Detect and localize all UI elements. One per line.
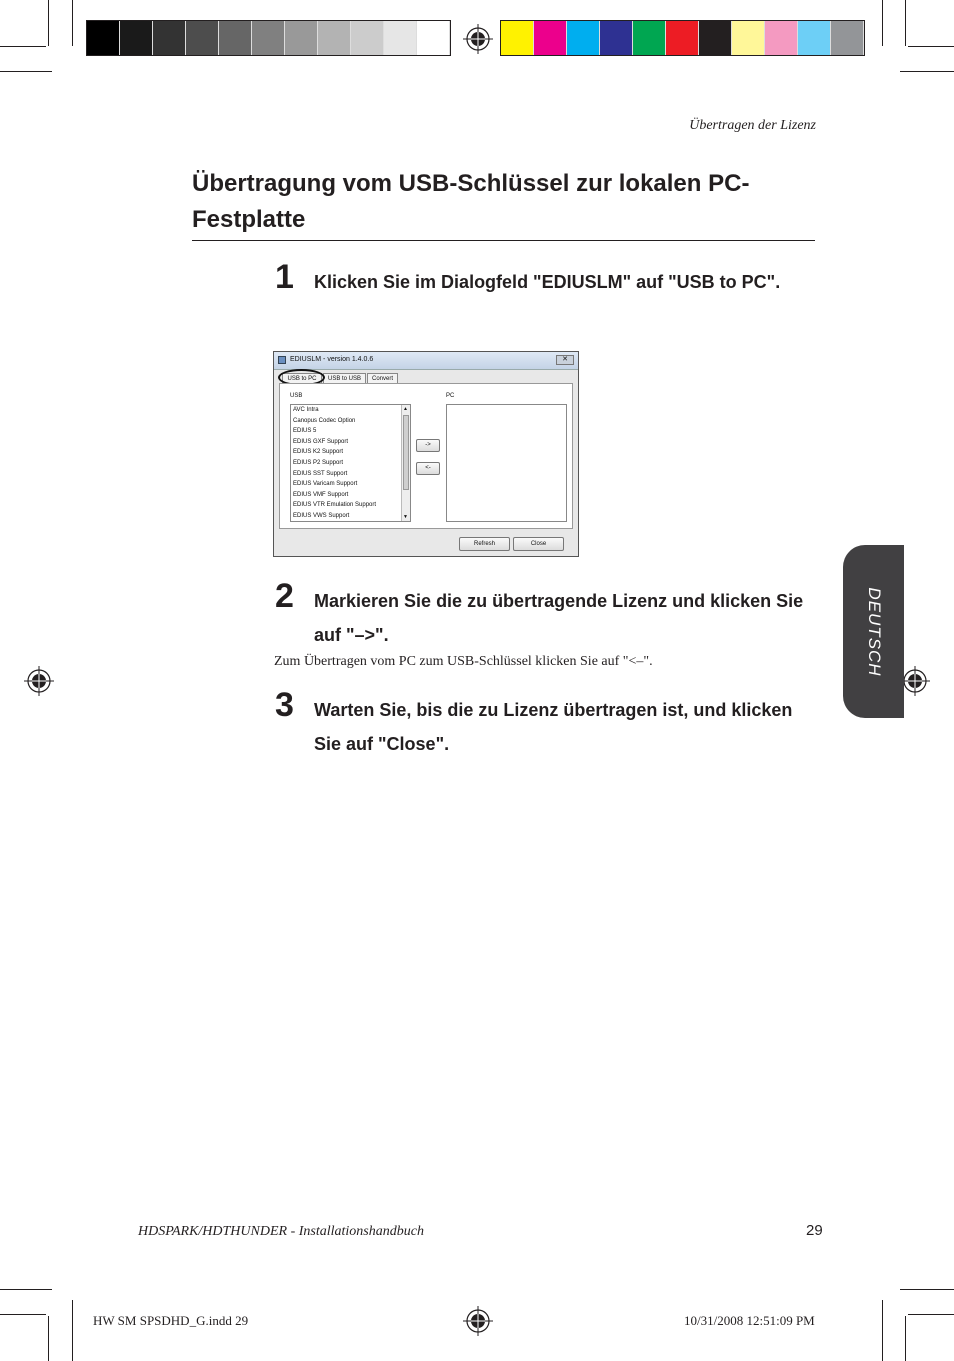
color-swatch	[765, 21, 798, 55]
list-item[interactable]: EDIUS 5	[293, 428, 317, 435]
list-item[interactable]: Canopus Codec Option	[293, 417, 356, 424]
list-item[interactable]: EDIUS Varicam Support	[293, 481, 358, 488]
scroll-up-icon[interactable]: ▲	[403, 406, 408, 412]
section-title: Übertragung vom USB-Schlüssel zur lokalen PC-Festplatte	[192, 166, 815, 241]
list-item[interactable]: EDIUS P2 Support	[293, 459, 344, 466]
ediuslm-dialog-screenshot	[273, 351, 579, 557]
crop-mark	[0, 46, 46, 47]
slug-date: 10/31/2008 12:51:09 PM	[684, 1313, 815, 1328]
step-text: Markieren Sie die zu übertragende Lizenz und klicken Sie auf "–>".	[314, 591, 804, 645]
color-swatch	[120, 21, 153, 55]
footer-book-title: HDSPARK/HDTHUNDER - Installationshandbuch	[138, 1224, 424, 1239]
color-swatch	[732, 21, 765, 55]
step-text: Warten Sie, bis die zu Lizenz übertragen ist, und klicken Sie auf "Close".	[314, 700, 793, 754]
color-swatch	[699, 21, 732, 55]
pc-license-list[interactable]	[446, 404, 567, 522]
dialog-title: EDIUSLM - version 1.4.0.6	[290, 356, 374, 363]
tab-convert[interactable]: Convert	[367, 373, 398, 383]
color-swatch	[186, 21, 219, 55]
color-swatch	[87, 21, 120, 55]
color-swatch	[219, 21, 252, 55]
list-item[interactable]: EDIUS GXF Support	[293, 438, 349, 445]
app-icon	[278, 356, 286, 364]
crop-mark	[908, 1314, 954, 1315]
usb-item-container	[291, 405, 410, 522]
crop-mark	[48, 1316, 49, 1361]
list-item[interactable]: AVC Intra	[293, 407, 319, 413]
crop-mark	[0, 71, 52, 72]
scrollbar[interactable]	[401, 405, 410, 521]
slug-file: HW SM SPSDHD_G.indd 29	[93, 1313, 249, 1328]
registration-mark-icon	[24, 666, 54, 696]
step-text: Klicken Sie im Dialogfeld "EDIUSLM" auf "USB to PC".	[314, 272, 781, 292]
color-swatch	[501, 21, 534, 55]
usb-license-list[interactable]	[290, 404, 411, 522]
crop-mark	[905, 1316, 906, 1361]
step-number: 2	[275, 577, 294, 615]
color-swatch	[351, 21, 384, 55]
refresh-button[interactable]: Refresh	[459, 537, 510, 551]
crop-mark	[72, 1300, 73, 1361]
color-swatch	[252, 21, 285, 55]
color-swatch	[534, 21, 567, 55]
close-button[interactable]: Close	[513, 537, 564, 551]
registration-mark-icon	[463, 1306, 493, 1336]
list-item[interactable]: EDIUS VMF Support	[293, 491, 349, 498]
note-text: Zum Übertragen vom PC zum USB-Schlüssel klicken Sie auf "<–".	[274, 654, 653, 669]
language-tab	[843, 545, 904, 718]
crop-mark	[908, 46, 954, 47]
tab-usb-to-usb[interactable]: USB to USB	[323, 373, 366, 383]
crop-mark	[900, 1289, 954, 1290]
color-swatch	[798, 21, 831, 55]
scroll-thumb[interactable]	[403, 415, 409, 490]
color-swatch	[633, 21, 666, 55]
page-number: 29	[806, 1222, 823, 1239]
usb-label: USB	[290, 393, 303, 399]
list-item[interactable]: EDIUS VWS Support	[293, 512, 350, 519]
color-swatch	[153, 21, 186, 55]
color-swatch	[831, 21, 864, 55]
grayscale-bar	[86, 20, 451, 56]
color-swatch	[384, 21, 417, 55]
crop-mark	[0, 1289, 52, 1290]
crop-mark	[882, 0, 883, 46]
color-swatch	[318, 21, 351, 55]
list-item[interactable]: EDIUS VTR Emulation Support	[293, 502, 377, 509]
running-header: Übertragen der Lizenz	[689, 118, 816, 133]
color-swatch	[567, 21, 600, 55]
list-item[interactable]: EDIUS SST Support	[293, 470, 348, 477]
color-bar	[500, 20, 865, 56]
tab-panel	[279, 383, 573, 529]
scroll-down-icon[interactable]: ▼	[403, 514, 408, 520]
crop-mark	[48, 0, 49, 46]
color-swatch	[417, 21, 450, 55]
step-number: 1	[275, 258, 294, 296]
close-icon[interactable]: ✕	[556, 355, 574, 365]
list-item[interactable]: EDIUS K2 Support	[293, 449, 344, 456]
crop-mark	[0, 1314, 46, 1315]
language-tab-label: DEUTSCH	[864, 586, 884, 677]
crop-mark	[900, 71, 954, 72]
crop-mark	[882, 1300, 883, 1361]
color-swatch	[600, 21, 633, 55]
move-right-button[interactable]: ->	[416, 439, 440, 452]
color-swatch	[285, 21, 318, 55]
registration-mark-icon	[900, 666, 930, 696]
color-swatch	[666, 21, 699, 55]
crop-mark	[905, 0, 906, 46]
pc-label: PC	[446, 393, 455, 399]
registration-mark-icon	[463, 24, 493, 54]
tab-usb-to-pc[interactable]: USB to PC	[282, 373, 322, 383]
crop-mark	[72, 0, 73, 46]
dialog-titlebar	[274, 352, 578, 370]
move-left-button[interactable]: <-	[416, 462, 440, 475]
step-number: 3	[275, 686, 294, 724]
